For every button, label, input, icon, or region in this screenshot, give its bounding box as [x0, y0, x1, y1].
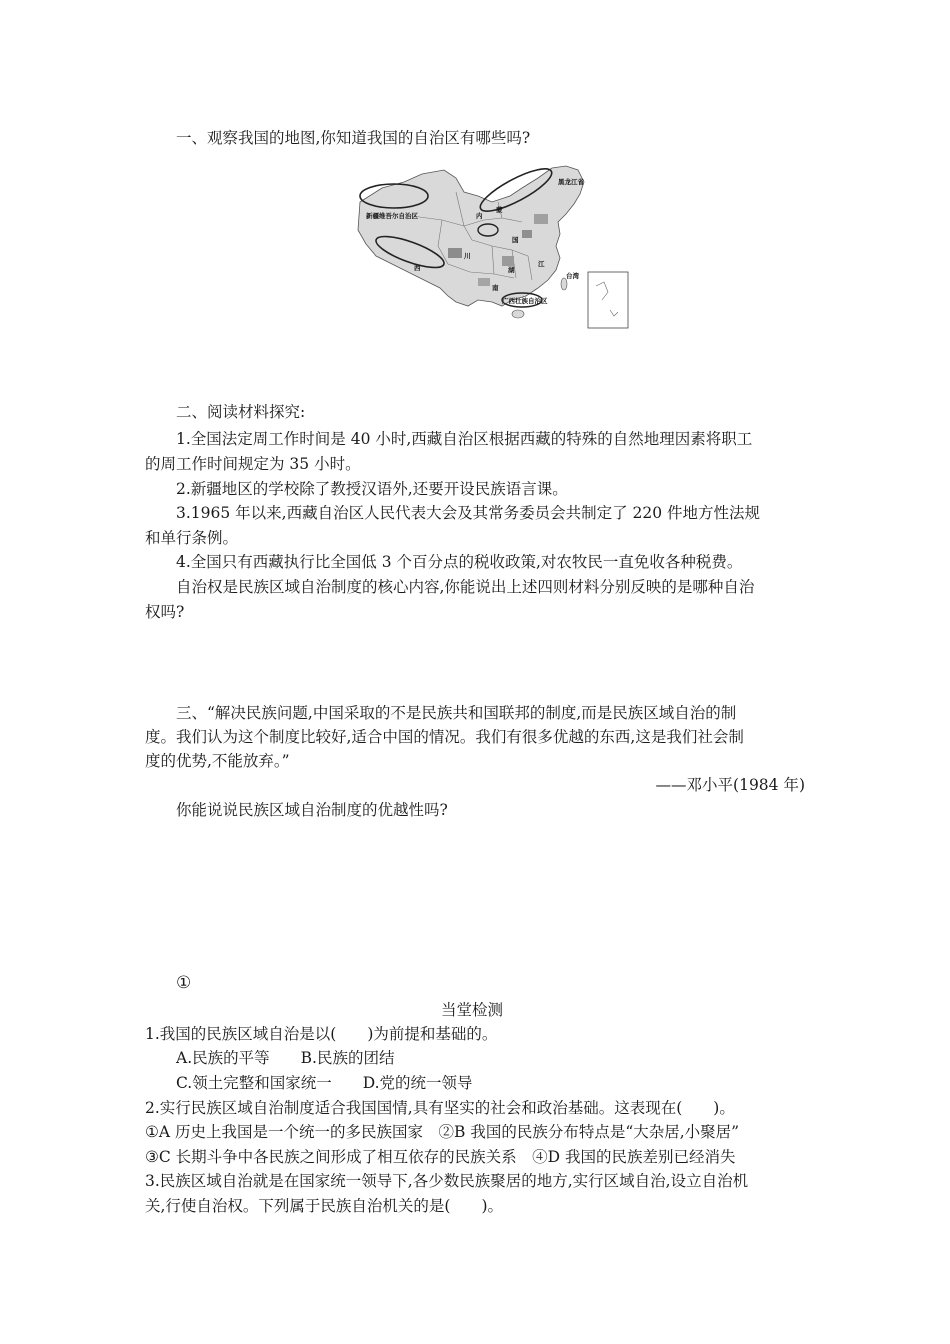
test-q3-line-b: 关,行使自治权。下列属于民族自治机关的是( )。: [145, 1197, 504, 1215]
circle-mark: ①: [176, 973, 192, 993]
china-map: [352, 160, 632, 330]
quote-line-b: 度。我们认为这个制度比较好,适合中国的情况。我们有很多优越的东西,这是我们社会制: [145, 728, 744, 746]
section2-heading: 二、阅读材料探究:: [176, 403, 306, 421]
material-3-line-a: 3.1965 年以来,西藏自治区人民代表大会及其常务委员会共制定了 220 件地方性法规: [176, 504, 761, 522]
test-q2-options-1: ①A 历史上我国是一个统一的多民族国家 ②B 我国的民族分布特点是“大杂居,小聚居”: [145, 1123, 740, 1141]
map-label-7: 湖: [508, 266, 515, 274]
map-label-heilongjiang: 黑龙江省: [558, 178, 584, 186]
map-label-8: 南: [492, 284, 499, 292]
quote-line-a: 三、“解决民族问题,中国采取的不是民族共和国联邦的制度,而是民族区域自治的制: [176, 704, 737, 722]
quote-source: ——邓小平(1984 年): [655, 776, 805, 794]
section3-question: 你能说说民族区域自治制度的优越性吗?: [176, 801, 448, 819]
map-label-guangxi: 广西壮族自治区: [502, 297, 548, 305]
material-3-line-b: 和单行条例。: [145, 529, 239, 547]
section1-question: 一、观察我国的地图,你知道我国的自治区有哪些吗?: [176, 129, 531, 147]
test-q3-line-a: 3.民族区域自治就是在国家统一领导下,各少数民族聚居的地方,实行区域自治,设立自治机: [145, 1172, 749, 1190]
section2-question-a: 自治权是民族区域自治制度的核心内容,你能说出上述四则材料分别反映的是哪种自治: [176, 578, 755, 596]
test-q1: 1.我国的民族区域自治是以( )为前提和基础的。: [145, 1025, 498, 1043]
material-1-line-b: 的周工作时间规定为 35 小时。: [145, 455, 361, 473]
test-q1-options-cd: C.领土完整和国家统一 D.党的统一领导: [176, 1074, 473, 1092]
map-label-taiwan: 台湾: [566, 272, 579, 280]
map-label-2: 蒙: [496, 206, 503, 214]
map-label-4: 川: [464, 252, 471, 260]
test-q1-options-ab: A.民族的平等 B.民族的团结: [176, 1049, 395, 1067]
map-label-5: 国: [512, 236, 519, 244]
material-4: 4.全国只有西藏执行比全国低 3 个百分点的税收政策,对农牧民一直免收各种税费。: [176, 553, 743, 571]
map-label-6: 江: [538, 260, 545, 268]
quote-line-c: 度的优势,不能放弃。”: [145, 752, 290, 770]
map-label-3: 西: [414, 264, 421, 272]
material-1-line-a: 1.全国法定周工作时间是 40 小时,西藏自治区根据西藏的特殊的自然地理因素将职工: [176, 430, 753, 448]
test-q2-options-2: ③C 长期斗争中各民族之间形成了相互依存的民族关系 ④D 我国的民族差别已经消失: [145, 1148, 736, 1166]
test-title: 当堂检测: [441, 1001, 504, 1019]
section2-question-b: 权吗?: [145, 603, 185, 621]
map-label-xinjiang: 新疆维吾尔自治区: [366, 212, 418, 220]
material-2: 2.新疆地区的学校除了教授汉语外,还要开设民族语言课。: [176, 480, 568, 498]
test-q2: 2.实行民族区域自治制度适合我国国情,具有坚实的社会和政治基础。这表现在( )。: [145, 1099, 735, 1117]
map-label-1: 内: [476, 212, 483, 220]
